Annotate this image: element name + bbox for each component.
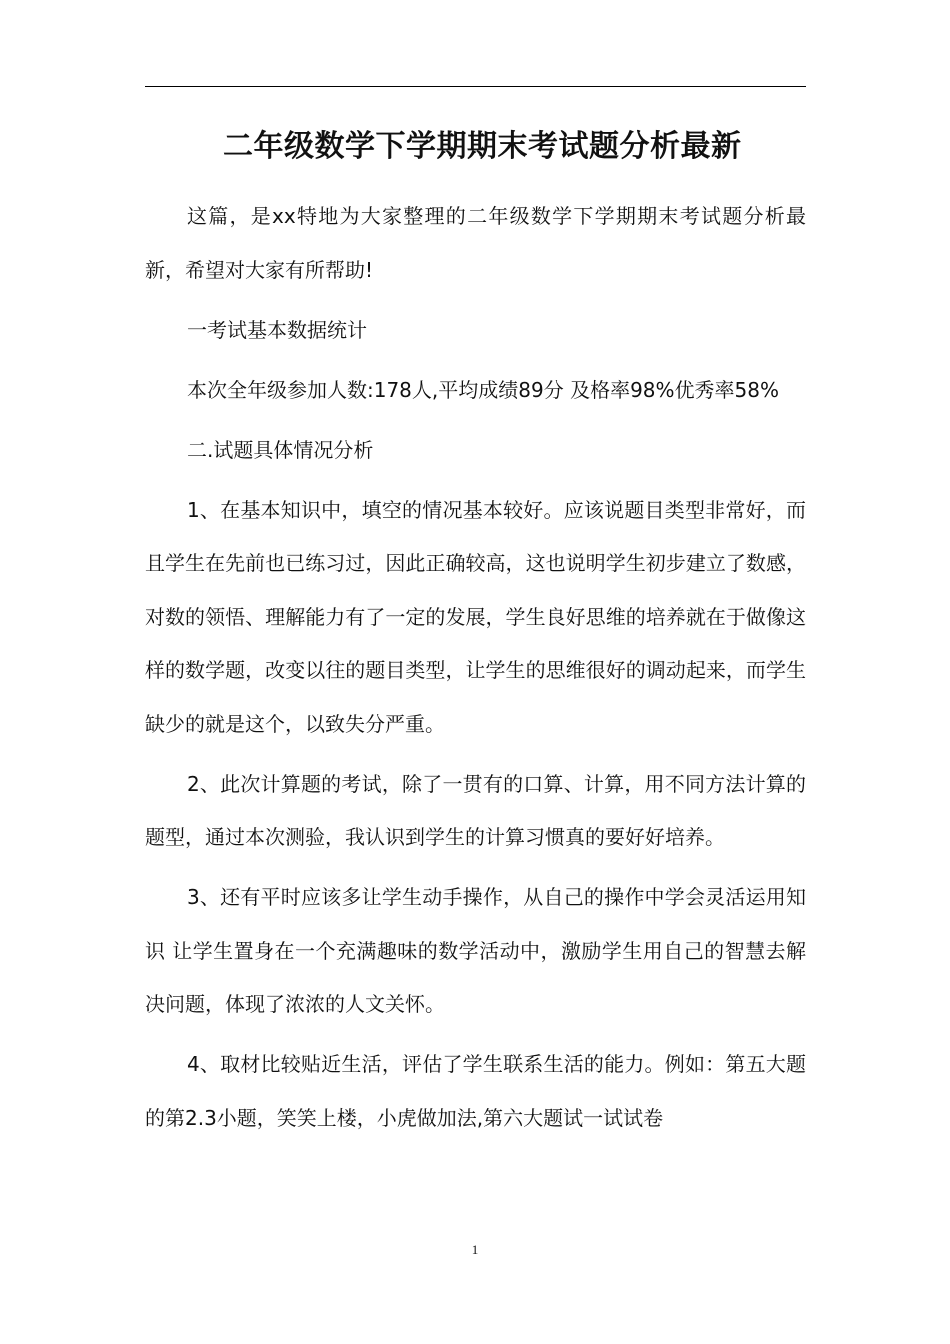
analysis-item-2: 2、此次计算题的考试，除了一贯有的口算、计算，用不同方法计算的题型，通过本次测验，我认识到学生的计算习惯真的要好好培养。 (145, 771, 806, 849)
section-heading-statistics: 一考试基本数据统计 (187, 317, 367, 342)
intro-paragraph: 这篇，是xx特地为大家整理的二年级数学下学期期末考试题分析最新，希望对大家有所帮助! (145, 204, 806, 282)
analysis-item-3: 3、还有平时应该多让学生动手操作，从自己的操作中学会灵活运用知识 让学生置身在一个充满趣味的数学活动中，激励学生用自己的智慧去解决问题，体现了浓浓的人文关怀。 (145, 885, 806, 1016)
analysis-item-4: 4、取材比较贴近生活，评估了学生联系生活的能力。例如：第五大题的第2.3小题，笑笑上楼，小虎做加法,第六大题试一试试卷 (145, 1052, 806, 1130)
document-body (145, 190, 806, 1152)
header-rule (145, 86, 806, 87)
analysis-item-1: 1、在基本知识中，填空的情况基本较好。应该说题目类型非常好，而且学生在先前也已练习过，因此正确较高，这也说明学生初步建立了数感，对数的领悟、理解能力有了一定的发展，学生良好思维的培养就在于做像这样的数学题，改变以往的题目类型，让学生的思维很好的调动起来，而学生缺少的就是这个，以致失分严重。 (145, 497, 806, 736)
page-number: 1 (471, 1242, 479, 1257)
document-title: 二年级数学下学期期末考试题分析最新 (223, 129, 742, 164)
section-heading-analysis: 二.试题具体情况分析 (187, 437, 374, 462)
statistics-paragraph: 本次全年级参加人数:178人,平均成绩89分 及格率98%优秀率58% (187, 377, 779, 402)
